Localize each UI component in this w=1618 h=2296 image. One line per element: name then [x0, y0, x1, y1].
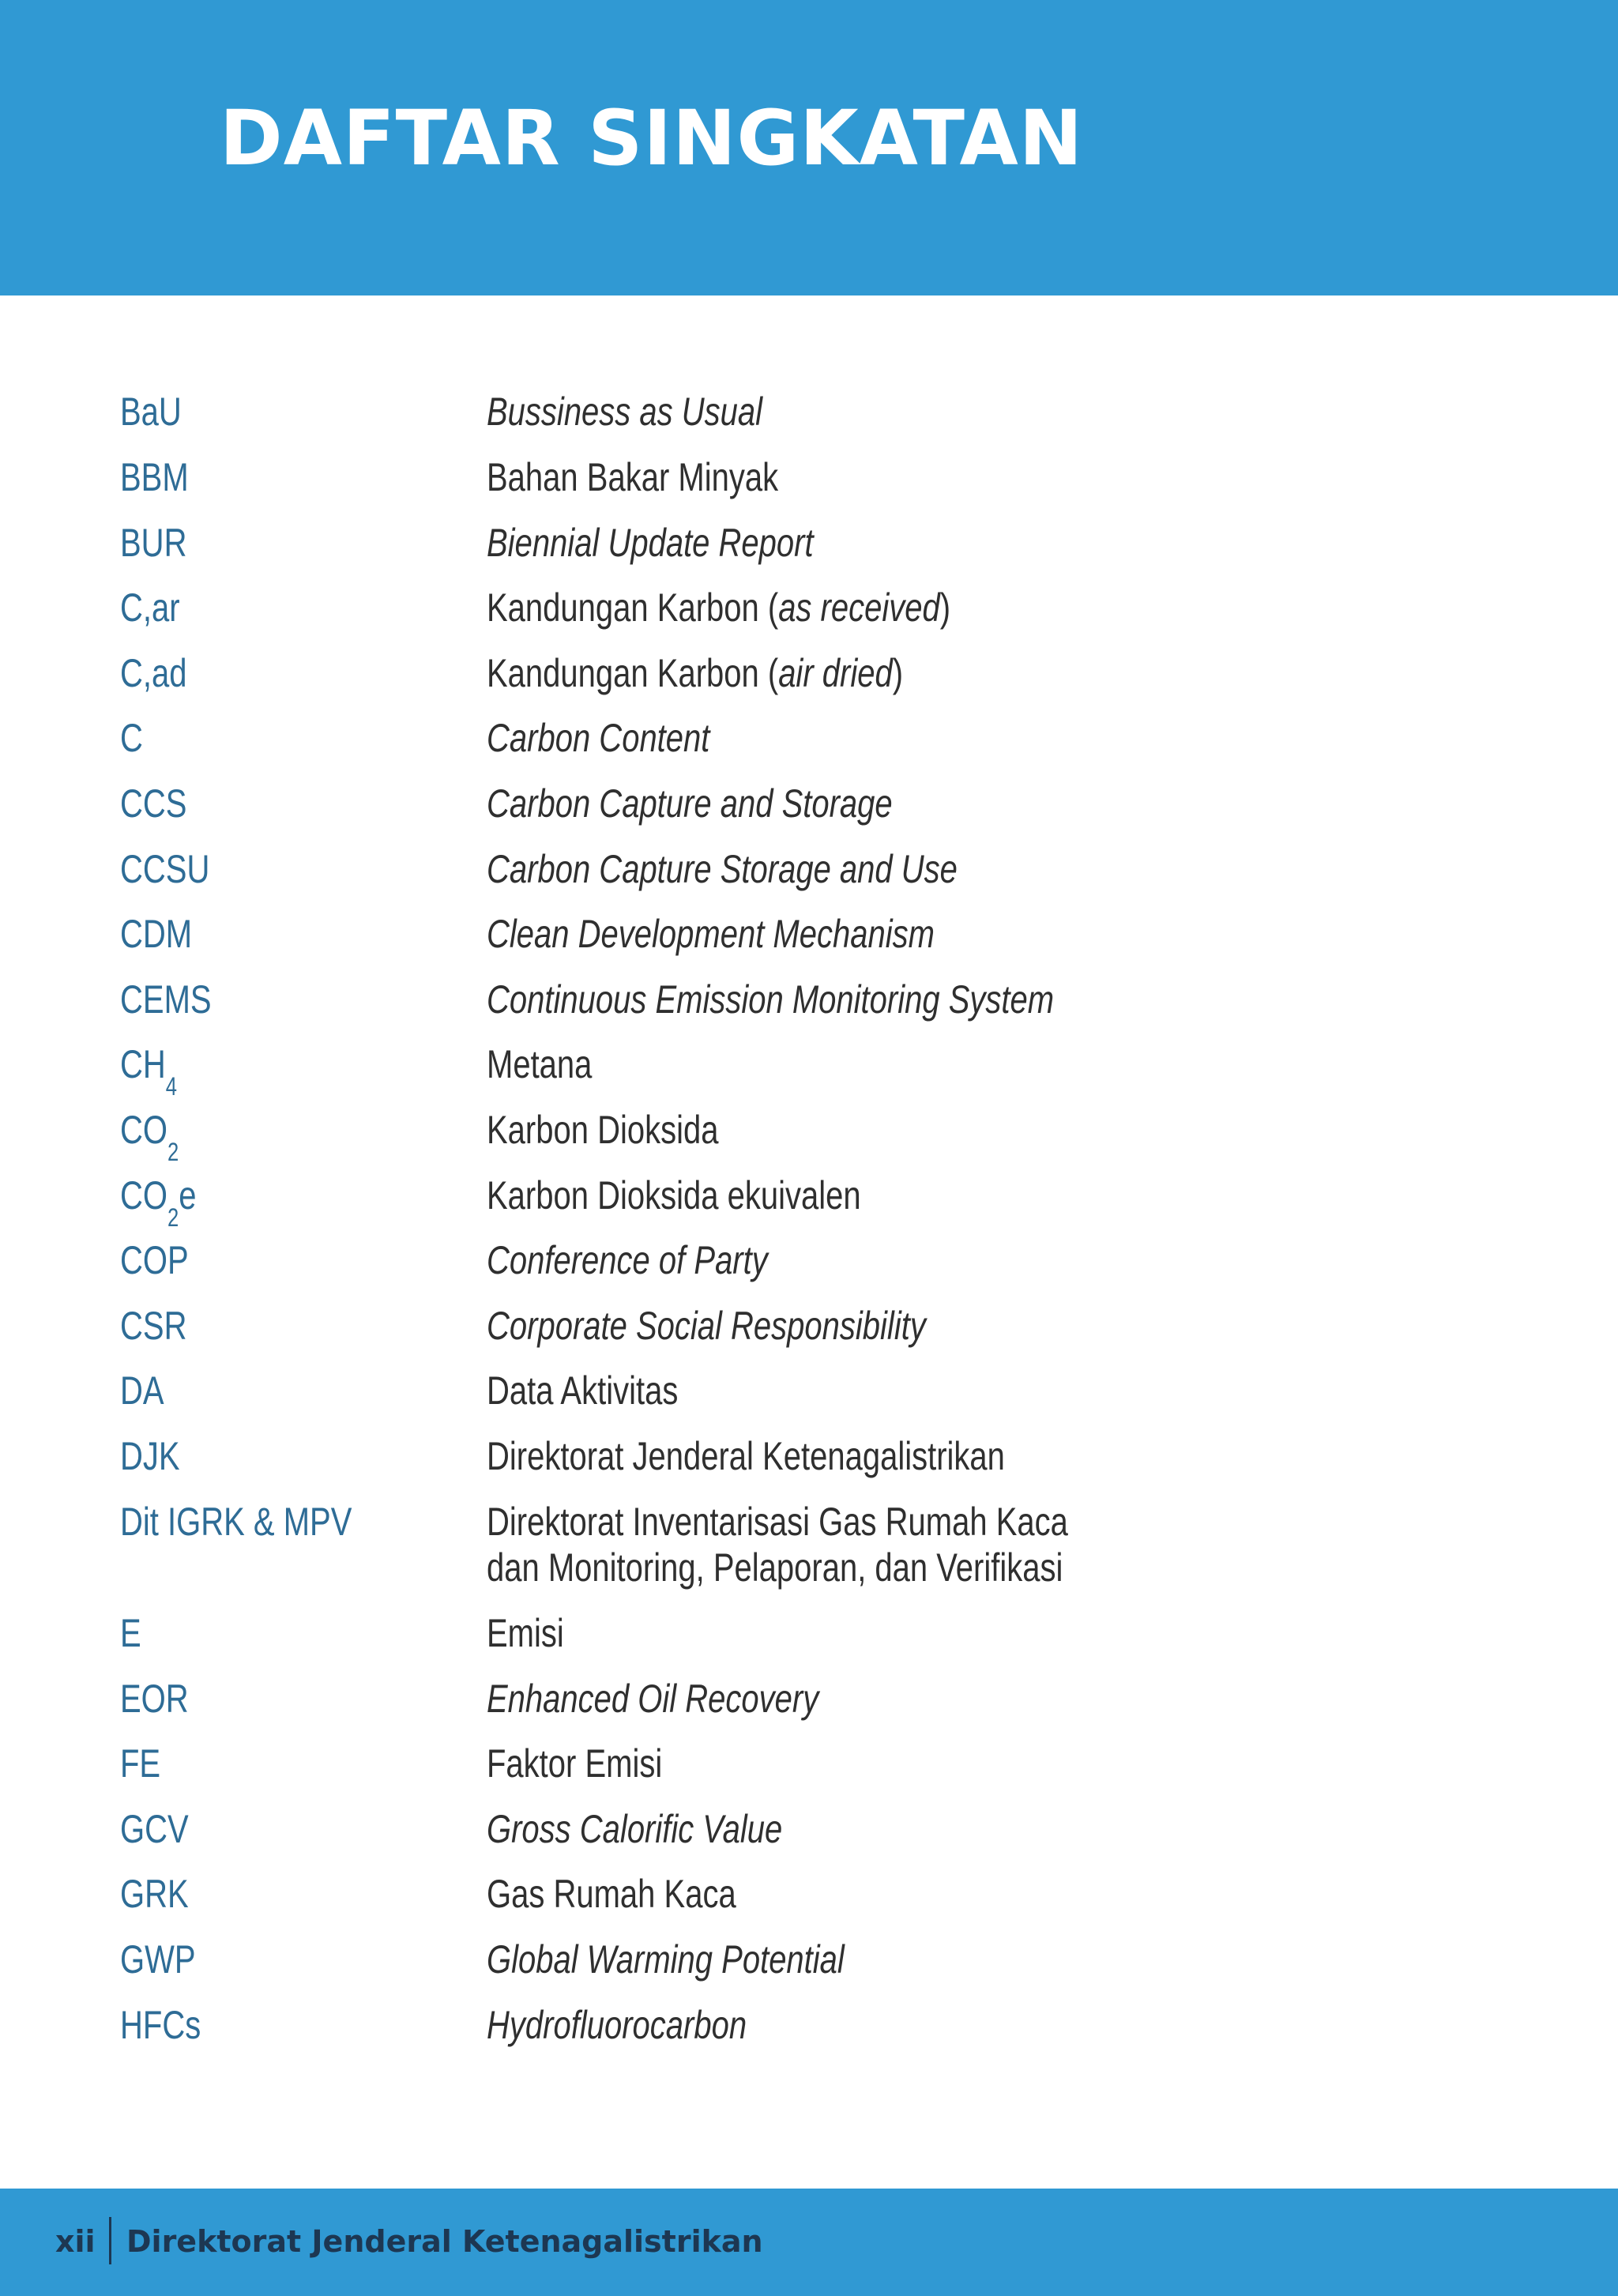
abbreviation-meaning: Carbon Capture Storage and Use	[487, 847, 958, 891]
footer-divider	[109, 2217, 111, 2264]
abbreviation-subscript: 4	[165, 1072, 178, 1101]
abbreviation: DJK	[120, 1434, 180, 1478]
abbreviation-meaning: Bussiness as Usual	[487, 390, 763, 434]
abbreviation: GRK	[120, 1872, 189, 1916]
abbreviation-meaning: Emisi	[487, 1611, 564, 1655]
abbreviation: Dit IGRK & MPV	[120, 1500, 352, 1544]
abbreviation-meaning: Karbon Dioksida	[487, 1108, 719, 1152]
abbreviation: COP	[120, 1238, 189, 1282]
abbreviation-meaning: Biennial Update Report	[487, 521, 814, 565]
abbreviation	[120, 1041, 178, 1101]
abbreviation-meaning: Conference of Party	[487, 1238, 768, 1282]
abbreviation-meaning: Bahan Bakar Minyak	[487, 455, 779, 499]
abbreviation-meaning: Enhanced Oil Recovery	[487, 1677, 819, 1721]
abbreviation: HFCs	[120, 2003, 201, 2047]
abbreviation-meaning: Carbon Content	[487, 716, 710, 760]
abbreviation-meaning: Carbon Capture and Storage	[487, 781, 893, 826]
abbreviation: GWP	[120, 1937, 196, 1982]
abbreviation: E	[120, 1611, 141, 1655]
abbreviation: CCSU	[120, 847, 210, 891]
meaning-text: )	[939, 585, 951, 630]
abbreviation-meaning	[487, 650, 903, 696]
abbreviation-subscript: 2	[167, 1138, 179, 1166]
abbreviation-meaning: Gross Calorific Value	[487, 1807, 783, 1851]
abbreviation: EOR	[120, 1677, 189, 1721]
abbreviation-meaning: Metana	[487, 1042, 593, 1086]
meaning-emphasis: as received	[778, 585, 940, 630]
abbreviation-meaning: Direktorat Jenderal Ketenagalistrikan	[487, 1434, 1005, 1478]
meaning-emphasis: air dried	[778, 651, 893, 695]
abbreviation: FE	[120, 1741, 161, 1786]
abbreviation: BBM	[120, 455, 189, 499]
abbreviation: CDM	[120, 912, 193, 956]
abbreviation-meaning: Hydrofluorocarbon	[487, 2003, 747, 2047]
abbreviation: CCS	[120, 781, 187, 826]
abbreviation-meaning: Clean Development Mechanism	[487, 912, 935, 956]
abbreviation-meaning: Gas Rumah Kaca	[487, 1872, 736, 1916]
abbreviation-main: CO	[120, 1173, 167, 1218]
abbreviation: CEMS	[120, 977, 212, 1022]
abbreviation-tail: e	[179, 1173, 197, 1218]
abbreviation-meaning: Data Aktivitas	[487, 1368, 679, 1413]
footer-publisher: Direktorat Jenderal Ketenagalistrikan	[126, 2224, 763, 2259]
page-number: xii	[55, 2224, 96, 2259]
abbreviation: BaU	[120, 390, 182, 434]
abbreviation-meaning	[487, 1499, 1068, 1590]
abbreviation: GCV	[120, 1807, 189, 1851]
abbreviation-meaning: Corporate Social Responsibility	[487, 1304, 926, 1348]
abbreviation: CSR	[120, 1304, 187, 1348]
abbreviation-main: CO	[120, 1108, 167, 1152]
abbreviation-main: CH	[120, 1042, 166, 1086]
abbreviation-subscript: 2	[167, 1203, 179, 1232]
meaning-text: )	[892, 651, 904, 695]
abbreviation: BUR	[120, 521, 187, 565]
meaning-line: Direktorat Inventarisasi Gas Rumah Kaca	[487, 1500, 1068, 1544]
abbreviation: DA	[120, 1368, 164, 1413]
abbreviation	[120, 1107, 179, 1166]
abbreviation: C	[120, 716, 143, 760]
abbreviation: C,ad	[120, 651, 187, 695]
meaning-text: Kandungan Karbon (	[487, 651, 779, 695]
abbreviation-meaning	[487, 585, 950, 630]
abbreviation	[120, 1172, 197, 1232]
page-title: DAFTAR SINGKATAN	[220, 94, 1084, 183]
abbreviation: C,ar	[120, 585, 180, 630]
abbreviation-meaning: Continuous Emission Monitoring System	[487, 977, 1055, 1022]
abbreviation-meaning: Faktor Emisi	[487, 1741, 663, 1786]
abbreviation-meaning: Global Warming Potential	[487, 1937, 845, 1982]
meaning-line: dan Monitoring, Pelaporan, dan Verifikasi	[487, 1545, 1063, 1590]
meaning-text: Kandungan Karbon (	[487, 585, 779, 630]
abbreviation-meaning: Karbon Dioksida ekuivalen	[487, 1173, 861, 1218]
